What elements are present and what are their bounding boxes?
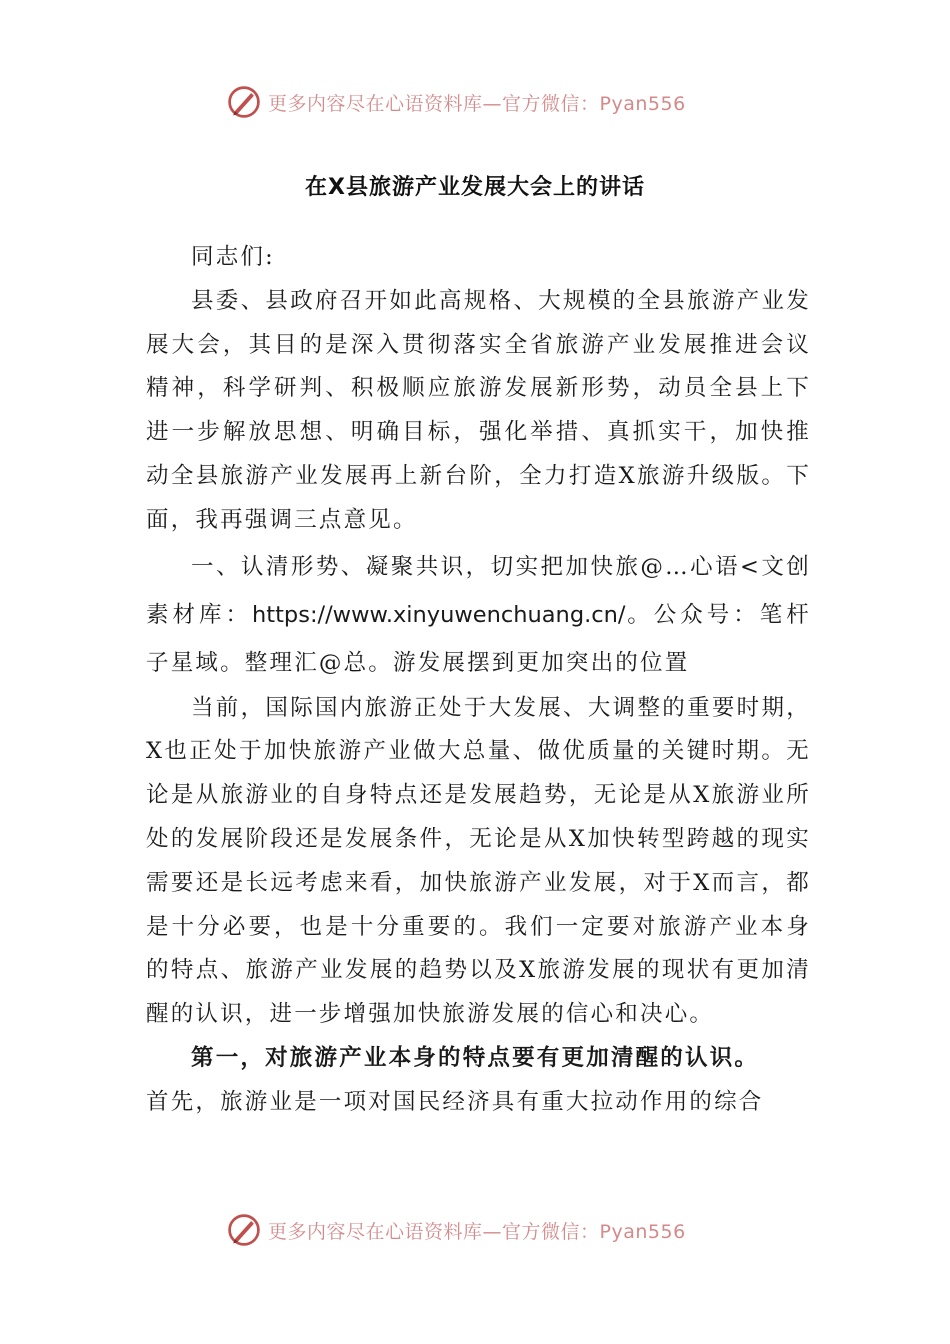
watermark-banner-bottom xyxy=(226,1210,686,1250)
watermark-text: 更多内容尽在心语资料库—官方微信：Pyan556 xyxy=(268,92,686,115)
watermark-banner-top xyxy=(226,82,686,122)
document-body xyxy=(146,236,811,1125)
section-one-heading: 一、认清形势、凝聚共识，切实把加快旅@…心语<文创素材库： xyxy=(146,553,811,628)
pen-logo-icon xyxy=(226,84,262,120)
document-title: 在X县旅游产业发展大会上的讲话 xyxy=(305,175,645,200)
pen-logo-icon xyxy=(226,1212,262,1248)
paragraph-section-one xyxy=(146,543,811,687)
paragraph-situation: 当前，国际国内旅游正处于大发展、大调整的重要时期，X也正处于加快旅游产业做大总量、做优质量的关键时期。无论是从旅游业的自身特点还是发展趋势，无论是从X旅游业所处的发展阶段还是发展条件，无论是从X加快转型跨越的现实需要还是长远考虑来看，加快旅游产业发展，对于X而言，都是十分必要，也是十分重要的。我们一定要对旅游产业本身的特点、旅游产业发展的趋势以及X旅游发展的现状有更加清醒的认识，进一步增强加快旅游发展的信心和决心。 xyxy=(146,694,811,1028)
section-one-heading-rest: 。公众号：笔杆子星域。整理汇@总。游发展摆到更加突出的位置 xyxy=(146,601,811,676)
paragraph-first-point xyxy=(146,1037,811,1081)
paragraph-first-point-text: 首先，旅游业是一项对国民经济具有重大拉动作用的综合 xyxy=(146,1088,764,1115)
source-link[interactable]: https://www.xinyuwenchuang.cn/ xyxy=(252,601,626,628)
paragraph-intro: 县委、县政府召开如此高规格、大规模的全县旅游产业发展大会，其目的是深入贯彻落实全省旅游产业发展推进会议精神，科学研判、积极顺应旅游发展新形势，动员全县上下进一步解放思想、明确目标，强化举措、真抓实干，加快推动全县旅游产业发展再上新台阶，全力打造X旅游升级版。下面，我再强调三点意见。 xyxy=(146,287,811,533)
watermark-text: 更多内容尽在心语资料库—官方微信：Pyan556 xyxy=(268,1220,686,1243)
salutation: 同志们: xyxy=(191,244,275,270)
first-point-heading: 第一，对旅游产业本身的特点要有更加清醒的认识。 xyxy=(191,1044,760,1071)
